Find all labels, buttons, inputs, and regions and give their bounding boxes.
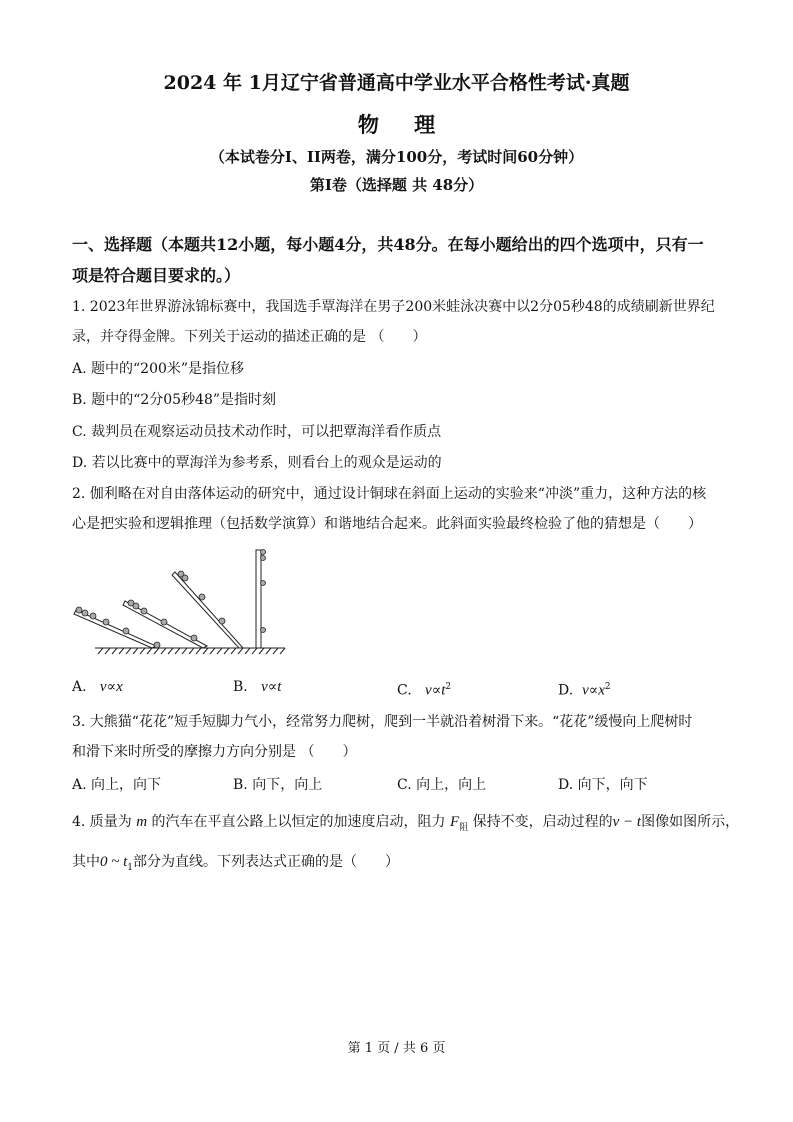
ground-hatch [203,648,208,654]
mass-symbol: m [136,814,148,830]
option-label: C. [397,682,412,699]
q4-text: 部分为直线。下列表达式正确的是（ ） [133,854,400,870]
var: x [116,679,123,695]
page-footer: 第 1 页 / 共 6 页 [347,1041,446,1056]
q3-stem-cont: 和滑下来时所受的摩擦力方向分别是 （ ） [72,744,357,760]
q1-option-c: C. 裁判员在观察运动员技术动作时，可以把覃海洋看作质点 [72,424,442,440]
option-label: A. [72,679,87,695]
q2-stem-cont: 心是把实验和逻辑推理（包括数学演算）和谐地结合起来。此斜面实验最终检验了他的猜想是（ ） [72,516,702,532]
q2-option-a [72,678,123,696]
ground-hatch [154,648,159,654]
q2-option-b [233,678,281,696]
ground-hatch [105,648,110,654]
exponent: 2 [604,682,611,692]
ground-hatch [112,648,117,654]
q3-option-d: D. 向下，向下 [558,777,648,793]
ground-hatch [231,648,236,654]
part-heading: 第I卷（选择题 共 48分） [309,176,484,194]
ground-hatch [140,648,145,654]
ground-hatch [133,648,138,654]
q1-stem-cont: 录，并夺得金牌。下列关于运动的描述正确的是 （ ） [72,329,427,345]
proportional-symbol: ∝ [588,682,599,699]
ground-hatch [259,648,264,654]
ground-hatch [126,648,131,654]
ground-hatch [238,648,243,654]
var-v: v [99,679,107,695]
q4-text: 的汽车在平直公路上以恒定的加速度启动，阻力 [147,814,451,830]
proportional-symbol: ∝ [267,679,278,695]
inclined-plane-diagram [60,540,360,660]
q1-stem: 1. 2023年世界游泳锦标赛中，我国选手覃海洋在男子200米蛙泳决赛中以2分05秒48的成绩刷新世界纪 [72,299,715,315]
ground-hatch [182,648,187,654]
q3-option-c: C. 向上，向上 [397,777,487,793]
ground-hatch [245,648,250,654]
section-heading-cont: 项是符合题目要求的。） [72,266,241,285]
ground-hatch [147,648,152,654]
time-range: 0 ~ t [100,854,128,870]
ground-hatch [280,648,285,654]
subject-title: 物 理 [357,112,450,137]
option-label: B. [233,679,248,695]
ground-hatch [196,648,201,654]
proportional-symbol: ∝ [431,682,442,699]
ground-hatch [210,648,215,654]
range-subscript: 1 [127,862,134,873]
var: x [598,682,605,699]
var: t [277,679,282,695]
ground-hatch [224,648,229,654]
ground-hatch [189,648,194,654]
exam-title: 2024 年 1月辽宁省普通高中学业水平合格性考试·真题 [163,72,630,94]
q4-stem [72,813,739,837]
ground-hatch [252,648,257,654]
var-v: v [582,682,589,699]
ground-hatch [168,648,173,654]
var-v: v [261,679,268,695]
q1-option-a: A. 题中的“200米”是指位移 [72,361,245,377]
q4-text: 4. 质量为 [72,814,137,830]
q4-stem-cont [72,853,399,877]
q2-stem: 2. 伽利略在对自由落体运动的研究中，通过设计铜球在斜面上运动的实验来“冲淡”重力，这种方法的核 [72,486,707,502]
var: t [441,682,446,699]
force-symbol: F [450,814,460,830]
q3-option-b: B. 向下，向上 [233,777,323,793]
q2-option-d [558,678,611,700]
q2-option-c [397,678,451,700]
ground-hatch [98,648,103,654]
exam-note: （本试卷分I、II两卷，满分100分，考试时间60分钟） [209,148,584,166]
q3-option-a: A. 向上，向下 [72,777,162,793]
q3-stem: 3. 大熊猫“花花”短手短脚力气小，经常努力爬树，爬到一半就沿着树滑下来。“花花”缓慢向上爬树时 [72,714,693,730]
ground-hatch [273,648,278,654]
section-heading: 一、选择题（本题共12小题，每小题4分，共48分。在每小题给出的四个选项中，只有一 [72,235,704,254]
proportional-symbol: ∝ [106,679,117,695]
q4-text: 其中 [72,854,100,870]
vt-symbol: v − t [612,814,642,830]
ground-hatch [175,648,180,654]
q1-option-b: B. 题中的“2分05秒48”是指时刻 [72,392,277,408]
ground-hatch [161,648,166,654]
q4-text: 图像如图所示， [641,814,740,830]
q1-option-d: D. 若以比赛中的覃海洋为参考系，则看台上的观众是运动的 [72,455,442,471]
ground-hatch [119,648,124,654]
ground-hatch [217,648,222,654]
option-label: D. [558,682,574,699]
q4-text: 保持不变，启动过程的 [468,814,613,830]
force-subscript: 阻 [459,822,469,833]
var-v: v [425,682,432,699]
ground-hatch [266,648,271,654]
exponent: 2 [445,682,452,692]
